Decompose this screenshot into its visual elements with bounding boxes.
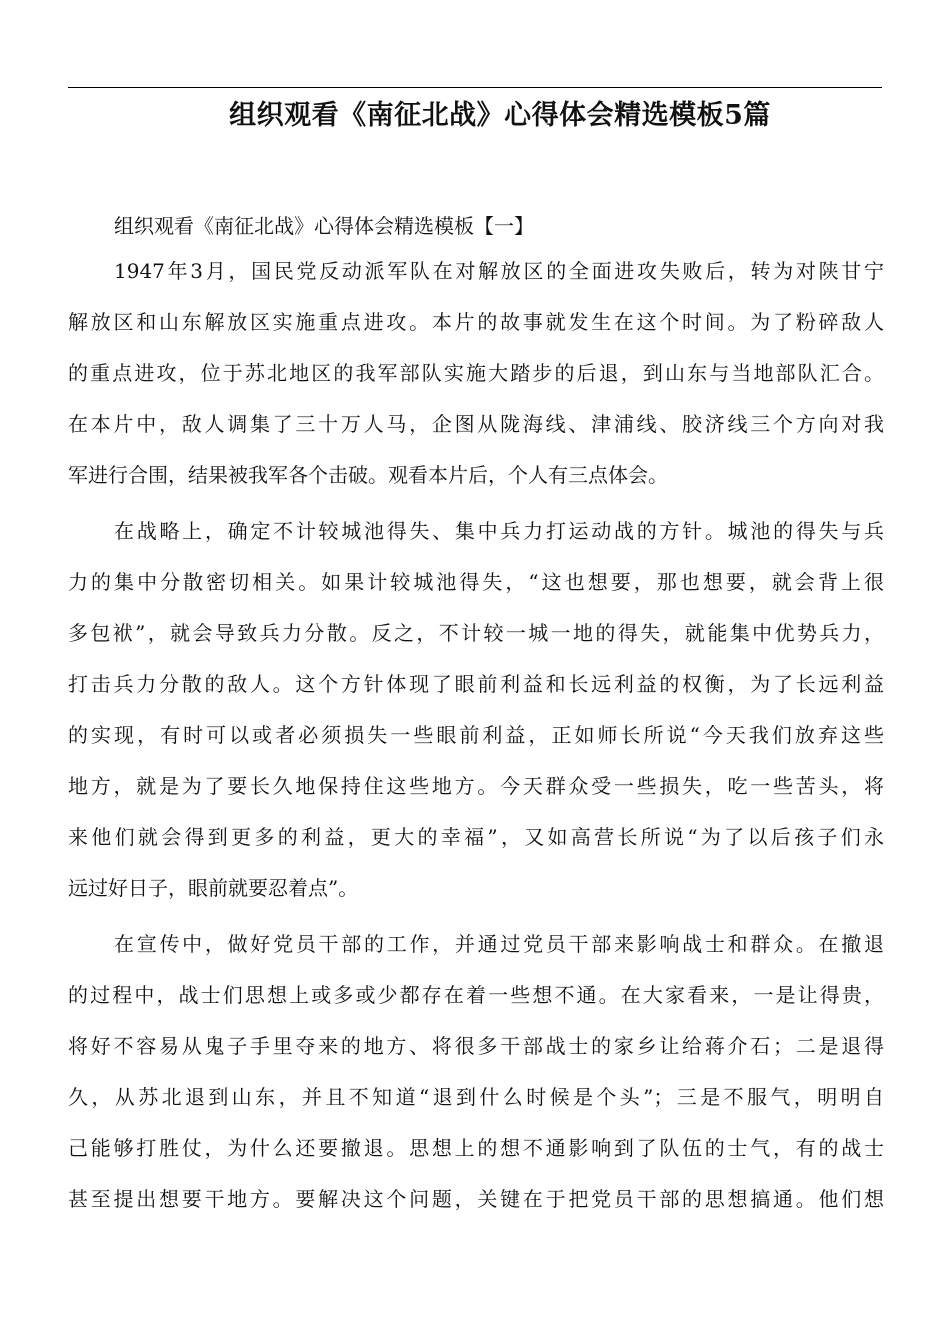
text-line: 来他们就会得到更多的利益，更大的幸福”，又如高营长所说“为了以后孩子们永 <box>68 825 884 849</box>
text-line: 远过好日子，眼前就要忍着点”。 <box>68 876 359 900</box>
text-line: 在宣传中，做好党员干部的工作，并通过党员干部来影响战士和群众。在撤退 <box>114 932 884 956</box>
text-line: 打击兵力分散的敌人。这个方针体现了眼前利益和长远利益的权衡，为了长远利益 <box>68 672 884 696</box>
text-line: 己能够打胜仗，为什么还要撤退。思想上的想不通影响到了队伍的士气，有的战士 <box>68 1136 884 1160</box>
paragraph-1 <box>68 246 884 501</box>
paragraph-2 <box>68 506 884 914</box>
text-line: 的重点进攻，位于苏北地区的我军部队实施大踏步的后退，到山东与当地部队汇合。 <box>68 361 884 385</box>
text-line: 在本片中，敌人调集了三十万人马，企图从陇海线、津浦线、胶济线三个方向对我 <box>68 412 884 436</box>
text-line: 甚至提出想要干地方。要解决这个问题，关键在于把党员干部的思想搞通。他们想 <box>68 1187 884 1211</box>
section-heading: 组织观看《南征北战》心得体会精选模板【一】 <box>114 214 534 238</box>
text-line: 的过程中，战士们思想上或多或少都存在着一些想不通。在大家看来，一是让得贵， <box>68 983 884 1007</box>
text-line: 久，从苏北退到山东，并且不知道“退到什么时候是个头”；三是不服气，明明自 <box>68 1085 884 1109</box>
text-line: 的实现，有时可以或者必须损失一些眼前利益，正如师长所说“今天我们放弃这些 <box>68 723 884 747</box>
text-line: 将好不容易从鬼子手里夺来的地方、将很多干部战士的家乡让给蒋介石；二是退得 <box>68 1034 884 1058</box>
text-line: 1947年3月，国民党反动派军队在对解放区的全面进攻失败后，转为对陕甘宁 <box>114 259 884 283</box>
paragraph-3 <box>68 919 884 1225</box>
text-line: 多包袱”，就会导致兵力分散。反之，不计较一城一地的得失，就能集中优势兵力， <box>68 621 884 645</box>
text-line: 地方，就是为了要长久地保持住这些地方。今天群众受一些损失，吃一些苦头，将 <box>68 774 884 798</box>
text-line: 在战略上，确定不计较城池得失、集中兵力打运动战的方针。城池的得失与兵 <box>114 519 884 543</box>
document-title: 组织观看《南征北战》心得体会精选模板5篇 <box>229 100 771 131</box>
header-rule <box>68 87 882 88</box>
document-body <box>68 208 884 1230</box>
text-line: 力的集中分散密切相关。如果计较城池得失，“这也想要，那也想要，就会背上很 <box>68 570 884 594</box>
text-line: 军进行合围，结果被我军各个击破。观看本片后，个人有三点体会。 <box>68 463 668 487</box>
text-line: 解放区和山东解放区实施重点进攻。本片的故事就发生在这个时间。为了粉碎敌人 <box>68 310 884 334</box>
